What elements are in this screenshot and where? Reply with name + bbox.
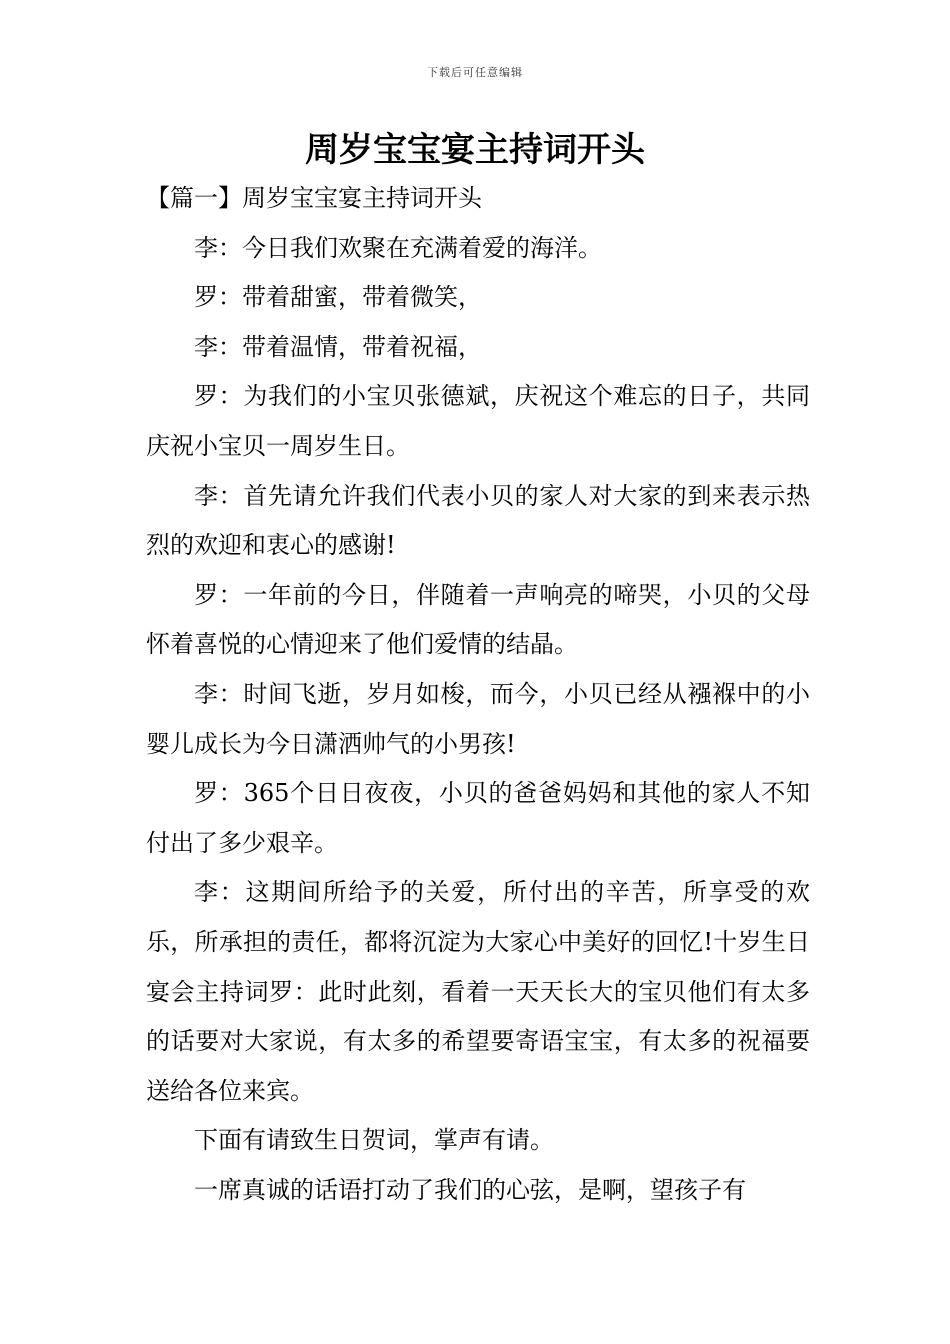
paragraph: 罗：带着甜蜜，带着微笑，	[194, 283, 482, 312]
paragraph: 罗：365个日日夜夜，小贝的爸爸妈妈和其他的家人不知付出了多少艰辛。	[146, 779, 810, 857]
paragraph: 李：首先请允许我们代表小贝的家人对大家的到来表示热烈的欢迎和衷心的感谢!	[146, 481, 810, 560]
paragraph: 李：带着温情，带着祝福，	[194, 332, 482, 361]
paragraph: 罗：为我们的小宝贝张德斌，庆祝这个难忘的日子，共同庆祝小宝贝一周岁生日。	[146, 382, 810, 460]
header-note: 下载后可任意编辑	[427, 66, 523, 79]
paragraph: 一席真诚的话语打动了我们的心弦，是啊，望孩子有	[194, 1175, 746, 1204]
section-heading: 【篇一】周岁宝宝宴主持词开头	[146, 184, 482, 212]
paragraph: 李：时间飞逝，岁月如梭，而今，小贝已经从襁褓中的小婴儿成长为今日潇洒帅气的小男孩!	[146, 679, 810, 758]
paragraph: 李：今日我们欢聚在充满着爱的海洋。	[194, 233, 602, 262]
paragraph: 罗：一年前的今日，伴随着一声响亮的啼哭，小贝的父母怀着喜悦的心情迎来了他们爱情的结晶。	[146, 580, 810, 659]
document-title: 周岁宝宝宴主持词开头	[305, 130, 645, 170]
paragraph: 李：这期间所给予的关爱，所付出的辛苦，所享受的欢乐，所承担的责任，都将沉淀为大家心中美好的回忆!十岁生日宴会主持词罗：此时此刻，看着一天天长大的宝贝他们有太多的话要对大家说，有太多的希望要寄语宝宝，有太多的祝福要送给各位来宾。	[146, 878, 810, 1105]
document-body	[146, 174, 810, 1215]
paragraph: 下面有请致生日贺词，掌声有请。	[194, 1126, 554, 1155]
